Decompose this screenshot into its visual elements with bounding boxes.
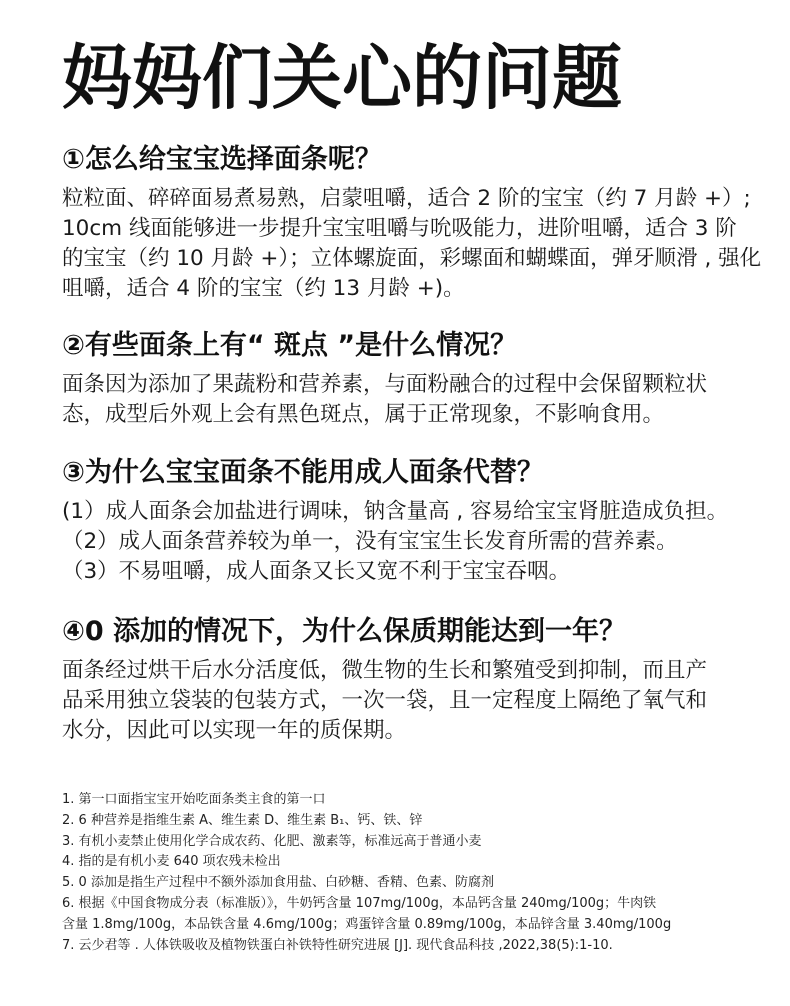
footnote: 1. 第一口面指宝宝开始吃面条类主食的第一口 [62, 792, 326, 807]
faq-answer-line: （3）不易咀嚼，成人面条又长又宽不利于宝宝吞咽。 [62, 559, 571, 584]
faq-answer-line: 面条经过烘干后水分活度低，微生物的生长和繁殖受到抑制，而且产 [62, 658, 708, 683]
faq-answer [62, 184, 762, 304]
faq-answer-line: 面条因为添加了果蔬粉和营养素，与面粉融合的过程中会保留颗粒状 [62, 372, 708, 397]
faq-question: ③为什么宝宝面条不能用成人面条代替？ [62, 457, 544, 488]
faq-answer-line: (1）成人面条会加盐进行调味，钠含量高 , 容易给宝宝肾脏造成负担。 [62, 499, 729, 524]
faq-question: ①怎么给宝宝选择面条呢？ [62, 144, 382, 175]
faq-question: ④0 添加的情况下，为什么保质期能达到一年？ [62, 616, 627, 647]
faq-item-2 [62, 326, 762, 430]
faq-answer [62, 656, 762, 746]
footnotes [62, 790, 752, 956]
faq-answer-line: 水分，因此可以实现一年的质保期。 [62, 718, 407, 743]
faq-item-4 [62, 612, 762, 746]
footnote: 5. 0 添加是指生产过程中不额外添加食用盐、白砂糖、香精、色素、防腐剂 [62, 875, 494, 891]
footnote: 含量 1.8mg/100g，本品铁含量 4.6mg/100g；鸡蛋锌含量 0.89mg/100g，本品锌含量 3.40mg/100g [62, 916, 672, 932]
footnote: 4. 指的是有机小麦 640 项农残未检出 [62, 854, 281, 870]
faq-answer-line: 10cm 线面能够进一步提升宝宝咀嚼与吮吸能力，进阶咀嚼，适合 3 阶 [62, 216, 737, 241]
footnote: 7. 云少君等 . 人体铁吸收及植物铁蛋白补铁特性研究进展 [J]. 现代食品科技 ,2022,38(5):1-10. [62, 937, 613, 953]
footnote: 2. 6 种营养是指维生素 A、维生素 D、维生素 B₁、钙、铁、锌 [62, 812, 423, 828]
footnote: 6. 根据《中国食物成分表（标准版）》，牛奶钙含量 107mg/100g，本品钙含量 240mg/100g；牛肉铁 [62, 895, 657, 911]
faq-answer-line: （2）成人面条营养较为单一，没有宝宝生长发育所需的营养素。 [62, 529, 678, 554]
faq-answer-line: 态，成型后外观上会有黑色斑点，属于正常现象，不影响食用。 [62, 402, 665, 427]
faq-answer [62, 370, 762, 430]
faq-answer-line: 咀嚼，适合 4 阶的宝宝（约 13 月龄 +)。 [62, 276, 465, 301]
faq-item-3 [62, 453, 762, 587]
faq-answer [62, 497, 762, 587]
faq-answer-line: 品采用独立袋装的包装方式，一次一袋，且一定程度上隔绝了氧气和 [62, 688, 708, 713]
faq-answer-line: 粒粒面、碎碎面易煮易熟，启蒙咀嚼，适合 2 阶的宝宝（约 7 月龄 +）; [62, 186, 751, 211]
faq-question: ②有些面条上有“ 斑点 ”是什么情况？ [62, 330, 518, 361]
footnote: 3. 有机小麦禁止使用化学合成农药、化肥、激素等，标准远高于普通小麦 [62, 833, 482, 849]
faq-item-1 [62, 140, 762, 304]
faq-answer-line: 的宝宝（约 10 月龄 +）；立体螺旋面，彩螺面和蝴蝶面，弹牙顺滑 , 强化 [62, 246, 762, 271]
page-title: 妈妈们关心的问题 [62, 37, 622, 119]
